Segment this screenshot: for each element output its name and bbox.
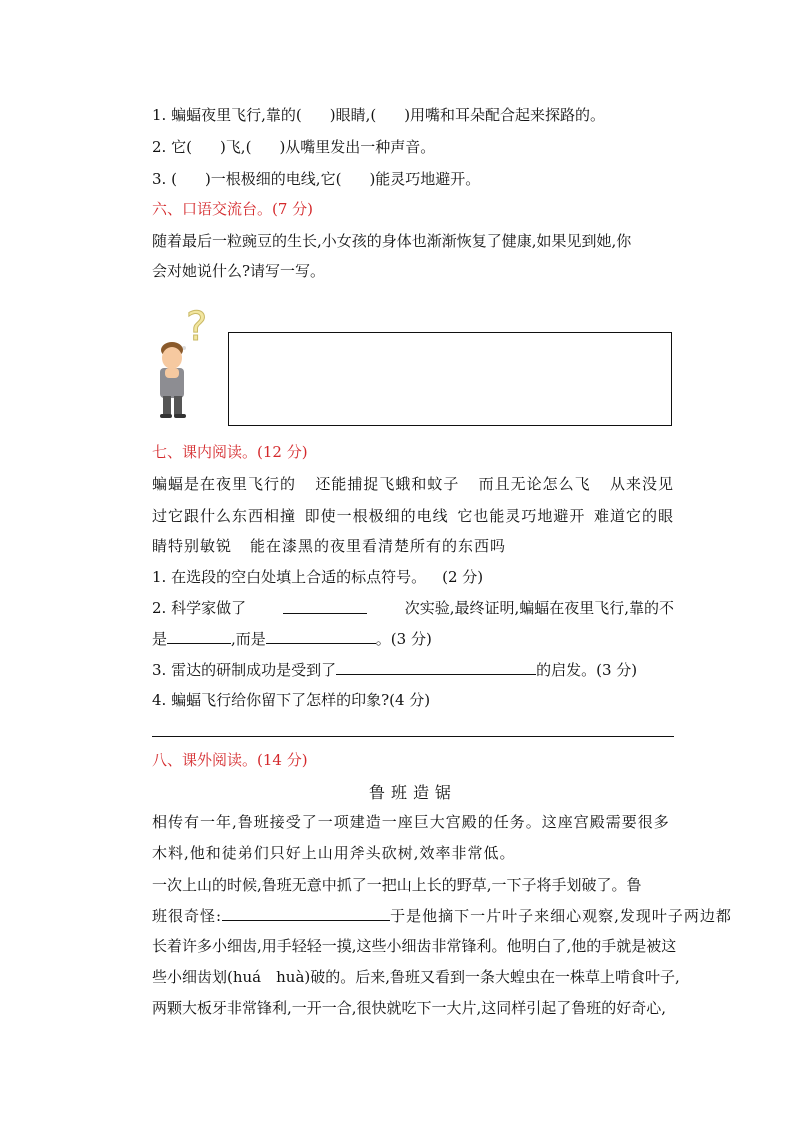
thinking-boy-illustration: [150, 296, 220, 422]
fill-item-2: 2. 它( )飞,( )从嘴里发出一种声音。: [152, 138, 436, 156]
paragraph-2-line-4: 些小细齿划(huá huà)破的。后来,鲁班又看到一条大蝗虫在一株草上啃食叶子,: [152, 968, 680, 986]
question-2-line-1: 2. 科学家做了 次实验,最终证明,蝙蝠在夜里飞行,靠的不: [152, 599, 674, 617]
answer-box[interactable]: [228, 332, 672, 426]
answer-blank[interactable]: [266, 628, 376, 644]
paragraph-1-line-1: 相传有一年,鲁班接受了一项建造一座巨大宫殿的任务。这座宫殿需要很多: [152, 813, 670, 831]
section-6-prompt-line-2: 会对她说什么?请写一写。: [152, 262, 326, 280]
answer-blank[interactable]: [167, 628, 231, 644]
section-7-heading: 七、课内阅读。(12 分): [152, 443, 308, 461]
paragraph-2-line-2: 班很奇怪: 于是他摘下一片叶子来细心观察,发现叶子两边都: [152, 907, 732, 925]
fill-item-3: 3. ( )一根极细的电线,它( )能灵巧地避开。: [152, 170, 481, 188]
answer-line[interactable]: [152, 736, 674, 737]
question-mark-icon: ?: [186, 304, 208, 350]
section-6-prompt-line-1: 随着最后一粒豌豆的生长,小女孩的身体也渐渐恢复了健康,如果见到她,你: [152, 232, 632, 250]
section-8-heading: 八、课外阅读。(14 分): [152, 751, 308, 769]
passage-line-1: 蝙蝠是在夜里飞行的 还能捕捉飞蛾和蚊子 而且无论怎么飞 从来没见: [152, 475, 674, 493]
section-6-heading: 六、口语交流台。(7 分): [152, 200, 314, 218]
question-3: 3. 雷达的研制成功是受到了 的启发。(3 分): [152, 661, 638, 679]
question-4: 4. 蝙蝠飞行给你留下了怎样的印象?(4 分): [152, 691, 431, 709]
fill-item-1: 1. 蝙蝠夜里飞行,靠的( )眼睛,( )用嘴和耳朵配合起来探路的。: [152, 106, 606, 124]
paragraph-1-line-2: 木料,他和徒弟们只好上山用斧头砍树,效率非常低。: [152, 844, 516, 862]
answer-blank[interactable]: [283, 598, 367, 614]
paragraph-2-line-5: 两颗大板牙非常锋利,一开一合,很快就吃下一大片,这同样引起了鲁班的好奇心,: [152, 999, 667, 1017]
paragraph-2-line-3: 长着许多小细齿,用手轻轻一摸,这些小细齿非常锋利。他明白了,他的手就是被这: [152, 937, 677, 955]
answer-blank[interactable]: [222, 905, 390, 921]
answer-blank[interactable]: [336, 659, 536, 675]
paragraph-2-line-1: 一次上山的时候,鲁班无意中抓了一把山上长的野草,一下子将手划破了。鲁: [152, 876, 642, 894]
question-2-line-2: 是 ,而是 。(3 分): [152, 630, 432, 648]
passage-title: 鲁班造锯: [368, 783, 457, 802]
passage-line-2: 过它跟什么东西相撞 即使一根极细的电线 它也能灵巧地避开 难道它的眼: [152, 507, 674, 525]
passage-line-3: 睛特别敏锐 能在漆黑的夜里看清楚所有的东西吗: [152, 537, 507, 555]
item-number: 1.: [152, 106, 167, 124]
question-1: 1. 在选段的空白处填上合适的标点符号。 (2 分): [152, 568, 484, 586]
